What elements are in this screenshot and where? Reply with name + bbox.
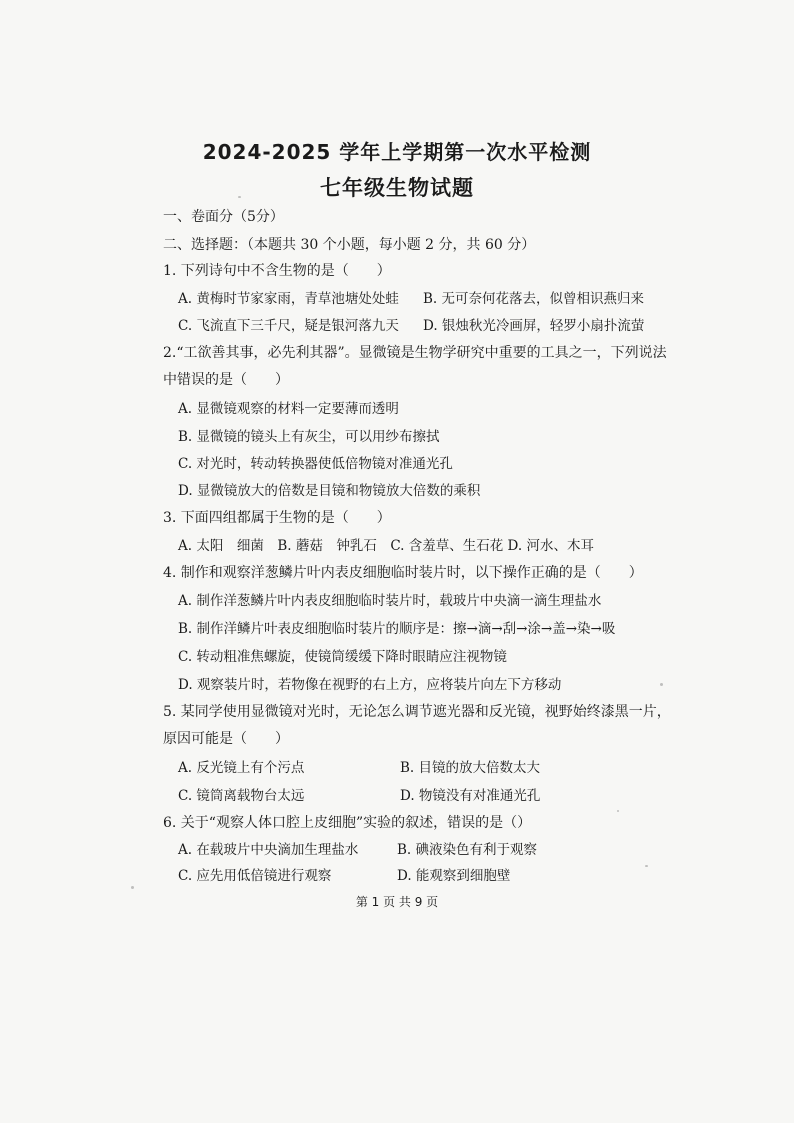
scan-speck	[660, 683, 663, 686]
question-3-stem: 3. 下面四组都属于生物的是（ ）	[163, 510, 391, 526]
question-4-option-d: D. 观察装片时，若物像在视野的右上方，应将装片向左下方移动	[178, 677, 562, 693]
scan-speck	[645, 865, 648, 867]
scan-speck	[238, 196, 241, 198]
question-5-option-c: C. 镜筒离载物台太远	[178, 788, 305, 804]
exam-subtitle: 七年级生物试题	[320, 176, 474, 200]
question-4-option-c: C. 转动粗准焦螺旋，使镜筒缓缓下降时眼睛应注视物镜	[178, 649, 507, 665]
question-2-stem-line-1: 2.“工欲善其事，必先利其器”。显微镜是生物学研究中重要的工具之一，下列说法	[163, 345, 667, 361]
question-5-option-d: D. 物镜没有对准通光孔	[400, 788, 541, 804]
question-1-option-b: B. 无可奈何花落去，似曾相识燕归来	[423, 291, 645, 307]
question-2-option-b: B. 显微镜的镜头上有灰尘，可以用纱布擦拭	[178, 429, 440, 445]
scan-speck	[617, 810, 619, 812]
question-5-stem-line-2: 原因可能是（ ）	[163, 731, 289, 747]
question-2-option-a: A. 显微镜观察的材料一定要薄而透明	[178, 401, 399, 417]
question-2-stem-line-2: 中错误的是（ ）	[163, 372, 289, 388]
question-2-option-d: D. 显微镜放大的倍数是目镜和物镜放大倍数的乘积	[178, 483, 481, 499]
question-4-option-b: B. 制作洋鳞片叶表皮细胞临时装片的顺序是：擦→滴→刮→涂→盖→染→吸	[178, 621, 616, 637]
question-1-option-d: D. 银烛秋光冷画屏，轻罗小扇扑流萤	[423, 318, 645, 334]
question-6-option-c: C. 应先用低倍镜进行观察	[178, 868, 332, 884]
scan-speck	[131, 886, 134, 889]
question-3-options: A. 太阳 细菌 B. 蘑菇 钟乳石 C. 含羞草、生石花 D. 河水、木耳	[178, 538, 594, 554]
question-6-option-d: D. 能观察到细胞壁	[397, 868, 511, 884]
question-4-option-a: A. 制作洋葱鳞片叶内表皮细胞临时装片时，载玻片中央滴一滴生理盐水	[178, 593, 602, 609]
section-1-heading: 一、卷面分（5分）	[163, 209, 284, 225]
question-5-stem-line-1: 5. 某同学使用显微镜对光时，无论怎么调节遮光器和反光镜，视野始终漆黑一片，	[163, 704, 671, 720]
question-6-option-a: A. 在载玻片中央滴加生理盐水	[178, 842, 359, 858]
exam-title: 2024-2025 学年上学期第一次水平检测	[202, 140, 592, 164]
section-2-heading: 二、选择题：（本题共 30 个小题，每小题 2 分，共 60 分）	[163, 237, 536, 253]
question-1-option-c: C. 飞流直下三千尺，疑是银河落九天	[178, 318, 399, 334]
question-6-option-b: B. 碘液染色有利于观察	[397, 842, 538, 858]
question-5-option-a: A. 反光镜上有个污点	[178, 760, 305, 776]
question-5-option-b: B. 目镜的放大倍数太大	[400, 760, 541, 776]
question-2-option-c: C. 对光时，转动转换器使低倍物镜对准通光孔	[178, 456, 453, 472]
question-6-stem: 6. 关于“观察人体口腔上皮细胞”实验的叙述，错误的是（）	[163, 815, 532, 831]
question-4-stem: 4. 制作和观察洋葱鳞片叶内表皮细胞临时装片时，以下操作正确的是（ ）	[163, 565, 643, 581]
question-1-option-a: A. 黄梅时节家家雨，青草池塘处处蛙	[178, 291, 399, 307]
question-1-stem: 1. 下列诗句中不含生物的是（ ）	[163, 263, 391, 279]
page-number: 第 1 页 共 9 页	[355, 895, 439, 909]
